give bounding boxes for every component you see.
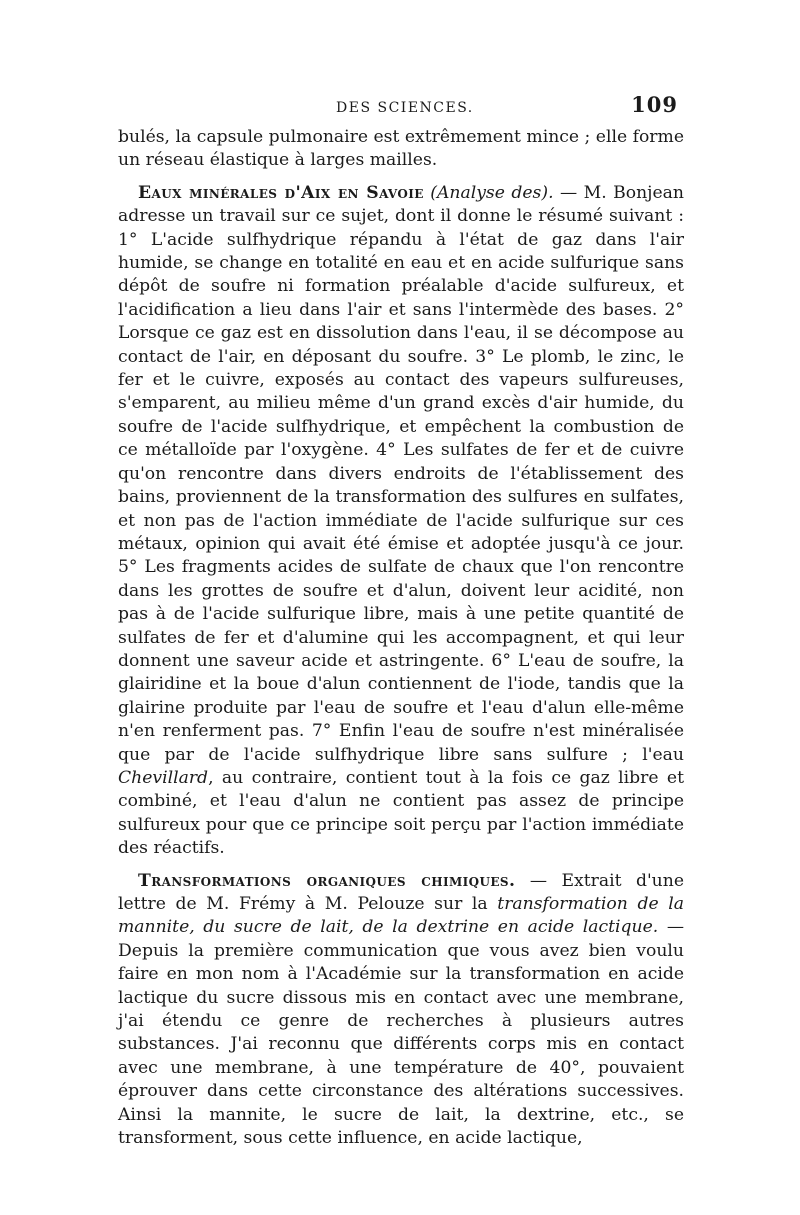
italic-title: transformation de la mannite, du sucre de lait, de la dextrine en acide lactique. — [118, 894, 684, 938]
page-number: 109 — [631, 92, 678, 117]
document-page — [118, 92, 684, 1150]
running-head — [118, 92, 684, 126]
paragraph-text-continued: , au contraire, contient tout à la fois ce gaz libre et combiné, et l'eau d'alun ne contient pas assez de principe sulfureux pour que ce principe soit perçu par l'action immédiate des réactifs. — [118, 767, 684, 859]
paragraph-text: — M. Bonjean adresse un travail sur ce sujet, dont il donne le résumé suivant : 1° L'acide sulfhydrique répandu à l'état de gaz dans l'air humide, se change en totalité en eau et en acide sulfurique sans dépôt de soufre ni formation préalable d'acide sulfureux, et l'acidification a lieu dans l'air et sans l'intermède des bases. 2° Lorsque ce gaz est en dissolution dans l'eau, il se décompose au contact de l'air, en déposant du soufre. 3° Le plomb, le zinc, le fer et le cuivre, exposés au contact des vapeurs sulfureuses, s'emparent, au milieu même d'un grand excès d'air humide, du soufre de l'acide sulfhydrique, et empêchent la combustion de ce métalloïde par l'oxygène. 4° Les sulfates de fer et de cuivre qu'on rencontre dans divers endroits de l'établissement des bains, proviennent de la transformation des sulfures en sulfates, et non pas de l'action immédiate de l'acide sulfurique sur ces métaux, opinion qui avait été émise et adoptée jusqu'à ce jour. 5° Les fragments acides de sulfate de chaux que l'on rencontre dans les grottes de soufre et d'alun, doivent leur acidité, non pas à de l'acide sulfurique libre, mais à une petite quantité de sulfates de fer et d'alumine qui les accompagnent, et qui leur donnent une saveur acide et astringente. 6° L'eau de soufre, la glairidine et la boue d'alun contiennent de l'iode, tandis que la glairine produite par l'eau de soufre et l'eau d'alun elle-même n'en renferment pas. 7° Enfin l'eau de soufre n'est minéralisée que par de l'acide sulfhydrique libre sans sulfure ; l'eau — [118, 182, 684, 765]
paragraph-text: — Extrait d'une lettre de M. Frémy à M. Pelouze sur la — [118, 870, 684, 914]
paragraph-continuation — [118, 126, 684, 173]
paragraph-text-continued: — Depuis la première communication que vous avez bien voulu faire en mon nom à l'Académie sur la transformation en acide lactique du sucre dissous mis en contact avec une membrane, j'ai étendu ce genre de recherches à plusieurs autres substances. J'ai reconnu que différents corps mis en contact avec une membrane, à une température de 40°, pouvaient éprouver dans cette circonstance des altérations successives. Ainsi la mannite, le sucre de lait, la dextrine, etc., se transforment, sous cette influence, en acide lactique, — [118, 917, 685, 1149]
italic-name: Chevillard — [118, 767, 209, 788]
paragraph-text: bulés, la capsule pulmonaire est extrêmement mince ; elle forme un réseau élastique à larges mailles. — [118, 127, 684, 171]
paragraph-eaux-minerales — [118, 182, 684, 861]
section-heading-parenthetical: (Analyse des). — [430, 182, 554, 203]
paragraph-transformations — [118, 870, 684, 1151]
section-heading: Eaux minérales d'Aix en Savoie — [138, 182, 424, 203]
running-title: DES SCIENCES. — [336, 100, 474, 116]
section-heading: Transformations organiques chimiques. — [138, 870, 516, 891]
